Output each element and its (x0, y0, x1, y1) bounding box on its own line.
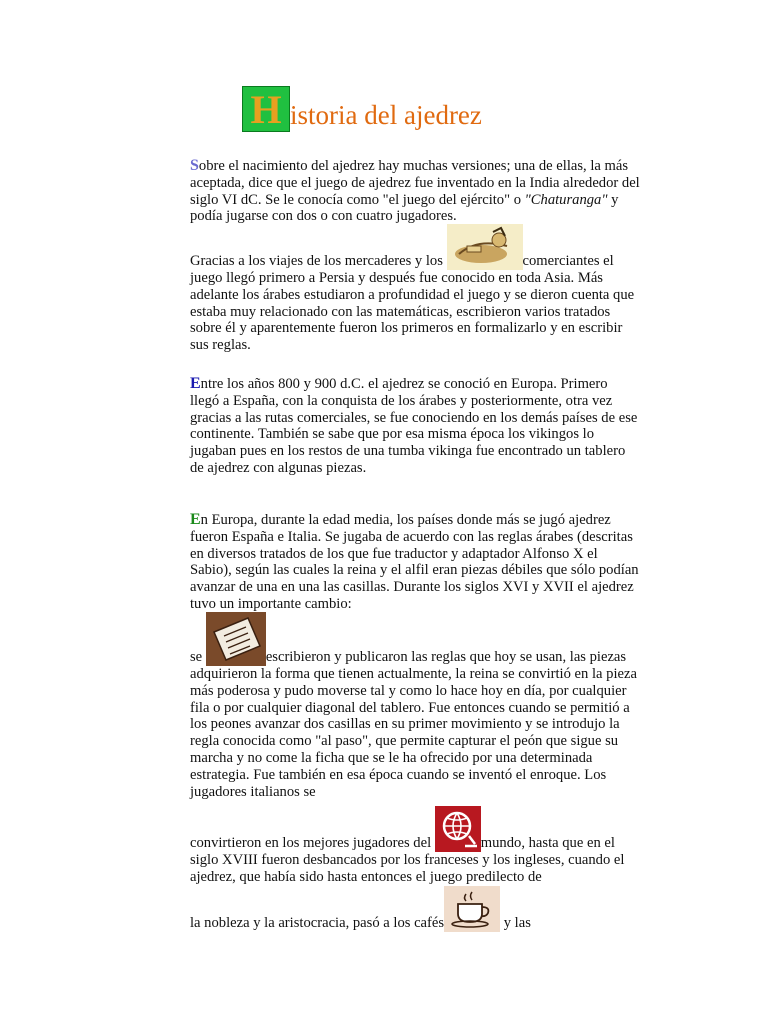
page-title (242, 86, 482, 132)
paragraph-origin (190, 158, 640, 225)
paragraph-merchants (190, 224, 640, 354)
paragraph-text: Gracias a los viajes de los mercaderes y los (190, 253, 447, 270)
paragraph-text: mundo, hasta que en el siglo XVIII fueron desbancados por los franceses y los ingleses, cuando el ajedrez, que había sido hasta entonces el juego predilecto de (190, 835, 625, 885)
paragraph-initial: E (190, 375, 201, 392)
paragraph-rules (190, 612, 640, 800)
paragraph-text: y podía jugarse con dos o con cuatro jugadores. (190, 191, 619, 225)
paragraph-cafes (190, 886, 640, 932)
paragraph-text: comerciantes el juego llegó primero a Persia y después fue conocido en toda Asia. Más adelante los árabes estudiaron a profundidad el juego y se dieron cuenta que estaba muy relacionado con las matemáticas, escribieron varios tratados sobre él y aparentemente fueron los primeros en formalizarlo y en escribir sus reglas. (190, 253, 635, 354)
paragraph-text: obre el nacimiento del ajedrez hay muchas versiones; una de ellas, la más aceptada, dice que el juego de ajedrez fue inventado en la India alrededor del siglo VI dC. Se le conocía como "el juego del ejército" o (190, 158, 640, 208)
paragraph-text: y las (500, 915, 531, 932)
paragraph-text: convirtieron en los mejores jugadores del (190, 835, 435, 852)
paragraph-initial: S (190, 157, 199, 174)
coffee-cup-illustration-icon (444, 886, 500, 932)
paragraph-text: se (190, 649, 206, 666)
paragraph-italian-players (190, 806, 640, 886)
paragraph-text: ntre los años 800 y 900 d.C. el ajedrez se conoció en Europa. Primero llegó a España, con la conquista de los árabes y posteriormente, otra vez gracias a las rutas comerciales, se fue conociendo en los demás países de ese continente. También se sabe que por esa misma época los vikingos lo jugaban pues en los restos de una tumba vikinga fue encontrado un tablero de ajedrez con algunas piezas. (190, 376, 638, 476)
paragraph-text: n Europa, durante la edad media, los países donde más se jugó ajedrez fueron España e Italia. Se jugaba de acuerdo con las reglas árabes (descritas en diversos tratados de los que fue traductor y adaptador Alfonso X el Sabio), según las cuales la reina y el alfil eran piezas débiles que sólo podían avanzar de una en una las casillas. Durante los siglos XVI y XVII el ajedrez tuvo un importante cambio: (190, 512, 639, 612)
paragraph-europe-arrival (190, 376, 640, 477)
title-dropcap: H (242, 86, 290, 132)
globe-illustration-icon (435, 806, 481, 852)
chaturanga-term: "Chaturanga" (524, 191, 608, 208)
paragraph-text: la nobleza y la aristocracia, pasó a los cafés (190, 915, 445, 932)
paragraph-middle-ages (190, 512, 640, 613)
merchants-illustration-icon (447, 224, 523, 270)
title-text: istoria del ajedrez (290, 100, 482, 130)
book-illustration-icon (206, 612, 266, 666)
paragraph-initial: E (190, 511, 201, 528)
paragraph-text: escribieron y publicaron las reglas que hoy se usan, las piezas adquirieron la forma que tienen actualmente, la reina se convirtió en la pieza más poderosa y pudo moverse tal y como lo hace hoy en día, por cualquier fila o por cualquier diagonal del tablero. Fue entonces cuando se permitió a los peones avanzar dos casillas en su primer movimiento y se introdujo la regla conocida como "al paso", que permite capturar el peón que sigue su marcha y no come la ficha que se le ha ofrecido por una determinada estrategia. Fue también en esa época cuando se inventó el enroque. Los jugadores italianos se (190, 649, 637, 800)
